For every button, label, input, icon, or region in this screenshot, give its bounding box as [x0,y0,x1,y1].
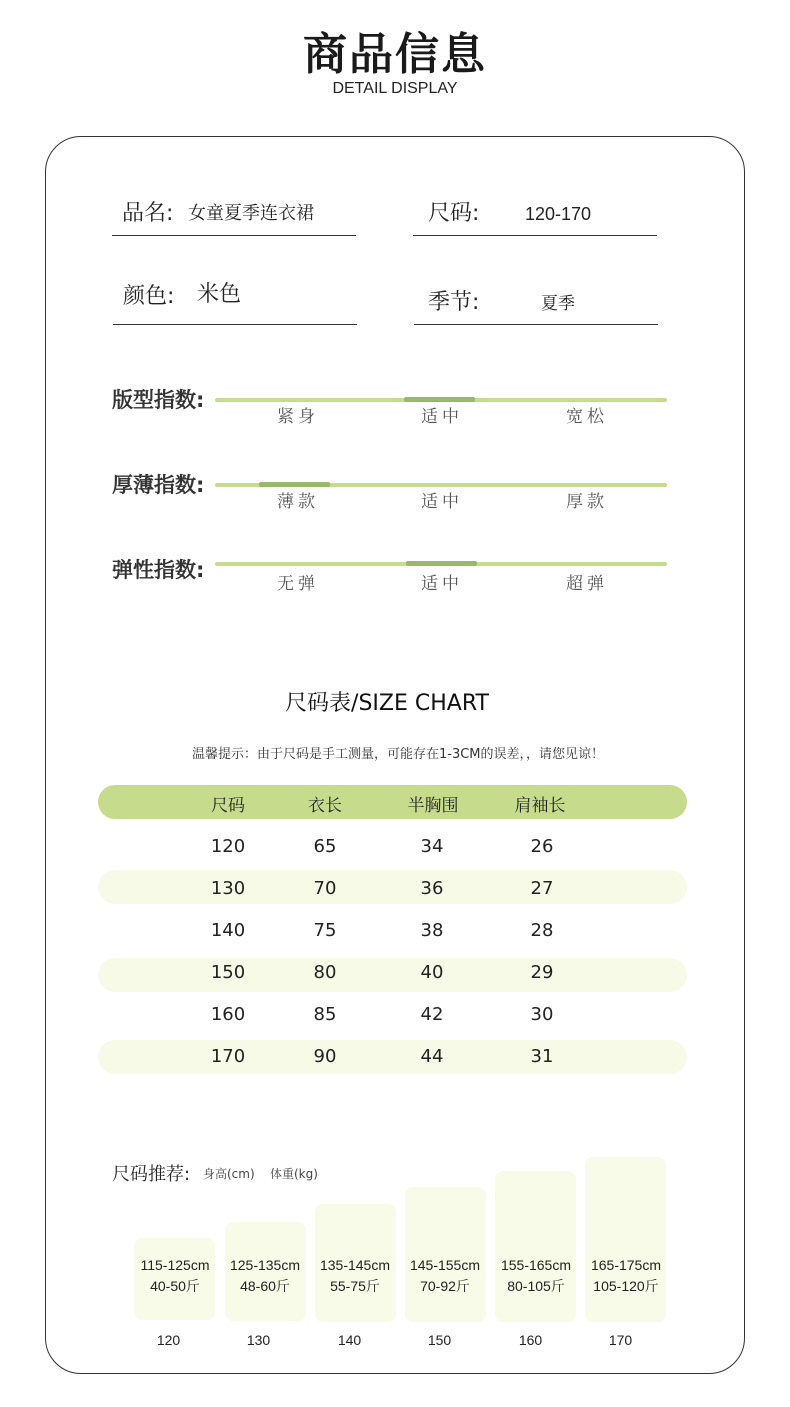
color-value: 米色 [197,282,242,307]
table-cell: 80 [313,962,337,983]
recommend-height: 165-175cm [590,1257,662,1273]
table-cell: 140 [210,920,246,941]
elasticity-index-label: 弹性指数: [112,558,205,582]
color-label: 颜色: [123,284,175,309]
elasticity-index-marker [406,561,477,566]
fit-option: 宽松 [566,407,608,427]
table-cell: 30 [530,1004,554,1025]
table-cell: 65 [313,836,337,857]
size-range-label: 尺码: [428,201,480,226]
fit-option: 适中 [421,407,463,427]
recommend-item [486,1255,586,1297]
fit-option: 紧身 [277,407,319,427]
recommend-item [576,1255,676,1297]
recommend-height: 145-155cm [409,1257,481,1273]
recommend-bar [495,1171,576,1322]
recommend-height-label: 身高(cm) [203,1167,255,1181]
size-range-field [413,196,657,236]
table-cell: 90 [313,1046,337,1067]
recommend-weight: 70-92斤 [420,1278,470,1294]
recommend-weight-label: 体重(kg) [270,1167,318,1181]
product-name-value: 女童夏季连衣裙 [188,203,314,224]
table-cell: 28 [530,920,554,941]
recommend-height: 155-165cm [500,1257,572,1273]
recommend-size-label: 120 [156,1332,181,1348]
elasticity-option: 适中 [421,574,463,594]
table-cell: 75 [313,920,337,941]
page-subtitle: DETAIL DISPLAY [332,80,458,97]
recommend-weight: 80-105斤 [507,1278,565,1294]
recommend-size-label: 140 [337,1332,362,1348]
recommend-item [395,1255,495,1297]
table-cell: 70 [313,878,337,899]
table-cell: 42 [420,1004,444,1025]
table-cell: 150 [210,962,246,983]
recommend-item [125,1255,225,1297]
recommend-item [305,1255,405,1297]
size-table-header-cell: 半胸围 [407,796,459,816]
fit-index-label: 版型指数: [112,388,205,412]
color-field [113,282,357,325]
recommend-size-label: 130 [246,1332,271,1348]
recommend-weight: 40-50斤 [150,1278,200,1294]
table-cell: 170 [210,1046,246,1067]
recommend-height: 135-145cm [319,1257,391,1273]
table-cell: 120 [210,836,246,857]
size-range-value: 120-170 [525,204,592,224]
table-cell: 40 [420,962,444,983]
size-chart-tip: 温馨提示：由于尺码是手工测量，可能存在1-3CM的误差，，请您见谅！ [191,747,605,762]
recommend-size-label: 150 [427,1332,452,1348]
recommend-weight: 48-60斤 [240,1278,290,1294]
size-chart-title: 尺码表/SIZE CHART [285,691,489,716]
table-cell: 26 [530,836,554,857]
recommend-item [215,1255,315,1297]
recommend-weight: 55-75斤 [330,1278,380,1294]
table-cell: 38 [420,920,444,941]
thickness-option: 厚款 [566,492,608,512]
recommend-height: 125-135cm [229,1257,301,1273]
table-cell: 85 [313,1004,337,1025]
thickness-option: 薄款 [277,492,319,512]
thickness-option: 适中 [421,492,463,512]
page-title: 商品信息 [303,29,487,80]
table-cell: 36 [420,878,444,899]
recommend-bar [585,1157,666,1322]
recommend-weight: 105-120斤 [593,1278,659,1294]
table-cell: 31 [530,1046,554,1067]
thickness-index-label: 厚薄指数: [112,473,205,497]
season-field [414,285,658,325]
size-table-header-cell: 衣长 [308,796,342,816]
recommend-height: 115-125cm [140,1257,210,1273]
table-cell: 29 [530,962,554,983]
table-cell: 130 [210,878,246,899]
season-value: 夏季 [541,294,575,314]
elasticity-option: 无弹 [277,574,319,594]
size-table-header-cell: 肩袖长 [514,796,566,816]
size-table-header-cell: 尺码 [211,796,245,816]
table-cell: 44 [420,1046,444,1067]
product-name-label: 品名: [122,201,174,226]
table-cell: 160 [210,1004,246,1025]
elasticity-option: 超弹 [566,574,608,594]
recommend-title: 尺码推荐: [112,1164,191,1185]
recommend-size-label: 170 [608,1332,633,1348]
table-cell: 27 [530,878,554,899]
product-name-field [112,196,356,236]
recommend-size-label: 160 [518,1332,543,1348]
season-label: 季节: [428,290,480,315]
table-cell: 34 [420,836,444,857]
